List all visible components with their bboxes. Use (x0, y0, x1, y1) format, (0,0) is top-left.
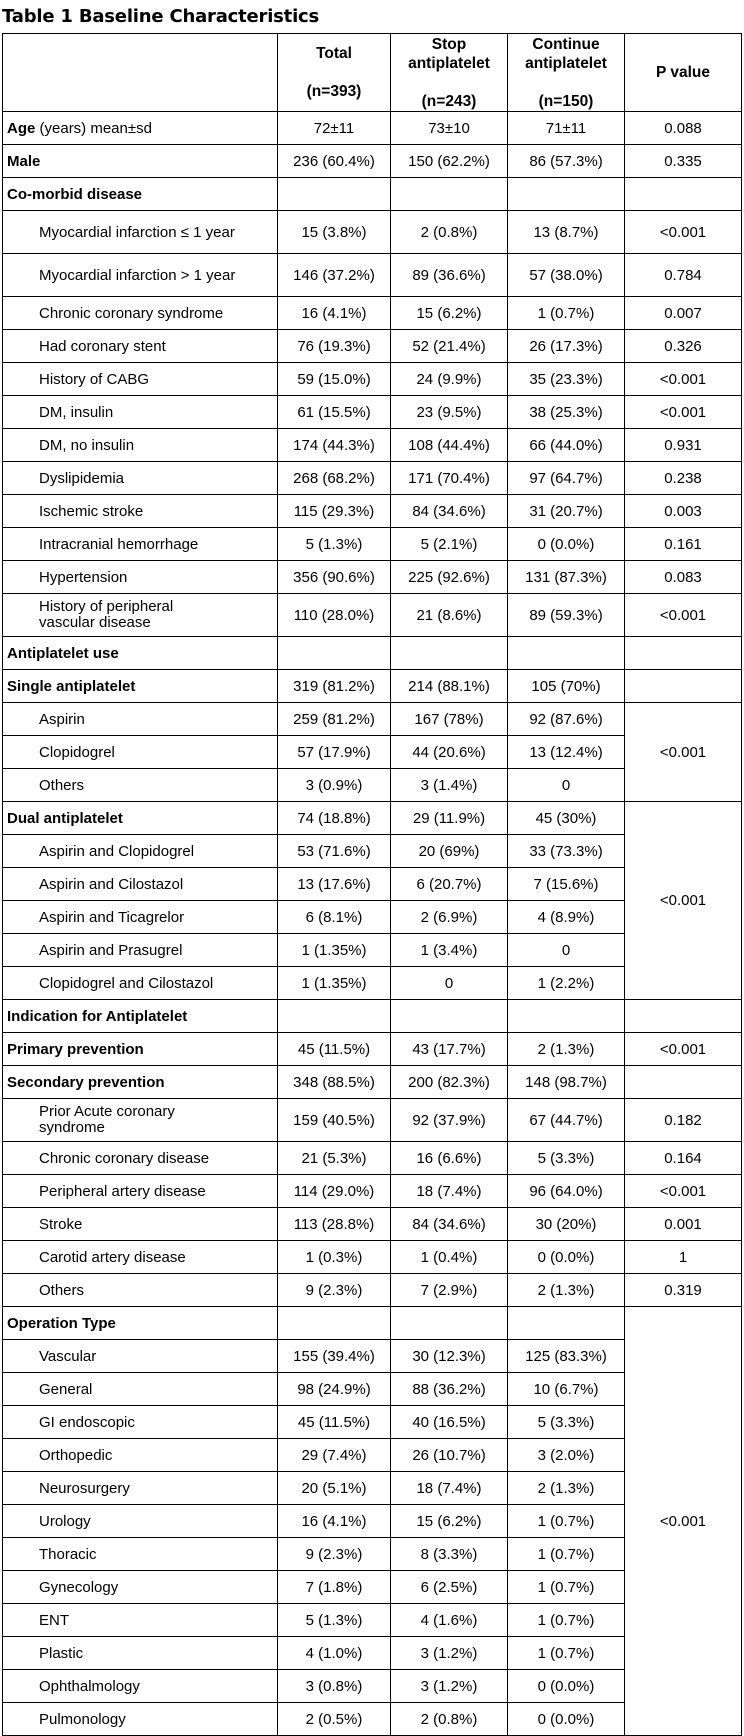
cell-total: 259 (81.2%) (278, 703, 391, 736)
empty-cell (391, 1307, 508, 1340)
cell-stop: 7 (2.9%) (391, 1274, 508, 1307)
cell-total: 16 (4.1%) (278, 297, 391, 330)
cell-total: 268 (68.2%) (278, 462, 391, 495)
cell-stop: 18 (7.4%) (391, 1472, 508, 1505)
row-label-pvd (3, 594, 278, 637)
acs-label-line-1: Prior Acute coronary (39, 1103, 175, 1120)
cell-p-value: 0.003 (625, 495, 742, 528)
cell-total: 21 (5.3%) (278, 1142, 391, 1175)
cell-stop: 1 (0.4%) (391, 1241, 508, 1274)
cell-stop: 92 (37.9%) (391, 1099, 508, 1142)
cell-continue: 0 (0.0%) (508, 528, 625, 561)
cell-p-value: 0.784 (625, 254, 742, 297)
cell-total: 9 (2.3%) (278, 1538, 391, 1571)
cell-continue: 1 (0.7%) (508, 1505, 625, 1538)
row-label: Plastic (3, 1637, 278, 1670)
cell-total: 57 (17.9%) (278, 736, 391, 769)
cell-stop: 23 (9.5%) (391, 396, 508, 429)
header-continue-label-1: Continue (532, 35, 600, 53)
row-label-single-antiplatelet: Single antiplatelet (3, 670, 278, 703)
row-label-dual-antiplatelet: Dual antiplatelet (3, 802, 278, 835)
row-label-age (3, 112, 278, 145)
table-title: Table 1 Baseline Characteristics (2, 6, 320, 27)
empty-cell (278, 637, 391, 670)
cell-stop: 16 (6.6%) (391, 1142, 508, 1175)
cell-total: 236 (60.4%) (278, 145, 391, 178)
cell-continue: 1 (0.7%) (508, 1538, 625, 1571)
cell-p-value: 0.326 (625, 330, 742, 363)
row-label: History of CABG (3, 363, 278, 396)
cell-stop: 2 (0.8%) (391, 211, 508, 254)
row-label-male: Male (3, 145, 278, 178)
cell-continue: 45 (30%) (508, 802, 625, 835)
cell-total: 3 (0.9%) (278, 769, 391, 802)
table-row (3, 363, 742, 396)
table-row (3, 211, 742, 254)
cell-stop: 150 (62.2%) (391, 145, 508, 178)
table-row (3, 297, 742, 330)
row-label-acs (3, 1099, 278, 1142)
table-row (3, 330, 742, 363)
row-label: Thoracic (3, 1538, 278, 1571)
cell-total: 74 (18.8%) (278, 802, 391, 835)
row-label: Chronic coronary disease (3, 1142, 278, 1175)
pvd-label-line-2: vascular disease (39, 614, 151, 631)
row-label: Carotid artery disease (3, 1241, 278, 1274)
cell-continue: 30 (20%) (508, 1208, 625, 1241)
cell-continue: 97 (64.7%) (508, 462, 625, 495)
cell-stop: 6 (20.7%) (391, 868, 508, 901)
cell-continue: 5 (3.3%) (508, 1406, 625, 1439)
table-row (3, 145, 742, 178)
row-label: GI endoscopic (3, 1406, 278, 1439)
cell-total: 356 (90.6%) (278, 561, 391, 594)
cell-continue: 0 (508, 769, 625, 802)
section-heading-antiplatelet-use: Antiplatelet use (3, 637, 278, 670)
cell-total: 45 (11.5%) (278, 1033, 391, 1066)
baseline-characteristics-table (2, 33, 742, 1736)
header-p-value: P value (625, 34, 742, 112)
cell-p-value-merged: <0.001 (625, 802, 742, 1000)
cell-continue: 0 (0.0%) (508, 1241, 625, 1274)
cell-stop: 52 (21.4%) (391, 330, 508, 363)
table-row (3, 703, 742, 736)
cell-stop: 84 (34.6%) (391, 1208, 508, 1241)
empty-cell (278, 178, 391, 211)
cell-total: 146 (37.2%) (278, 254, 391, 297)
row-label: DM, no insulin (3, 429, 278, 462)
row-label: Aspirin (3, 703, 278, 736)
header-total-n: (n=393) (306, 83, 362, 100)
table-row (3, 1241, 742, 1274)
cell-total: 72±11 (278, 112, 391, 145)
table-row (3, 802, 742, 835)
header-stop (391, 34, 508, 112)
header-continue-label-2: antiplatelet (525, 54, 607, 72)
row-label: Had coronary stent (3, 330, 278, 363)
empty-cell (625, 178, 742, 211)
table-row (3, 1142, 742, 1175)
section-heading-row (3, 178, 742, 211)
cell-continue: 66 (44.0%) (508, 429, 625, 462)
cell-continue: 2 (1.3%) (508, 1033, 625, 1066)
cell-total: 53 (71.6%) (278, 835, 391, 868)
cell-total: 115 (29.3%) (278, 495, 391, 528)
cell-stop: 84 (34.6%) (391, 495, 508, 528)
empty-cell (278, 1000, 391, 1033)
cell-p-value-merged: <0.001 (625, 703, 742, 802)
cell-continue: 1 (0.7%) (508, 297, 625, 330)
cell-stop: 15 (6.2%) (391, 297, 508, 330)
cell-total: 6 (8.1%) (278, 901, 391, 934)
cell-continue: 105 (70%) (508, 670, 625, 703)
cell-total: 348 (88.5%) (278, 1066, 391, 1099)
row-label: Others (3, 769, 278, 802)
table-row (3, 462, 742, 495)
cell-stop: 3 (1.2%) (391, 1637, 508, 1670)
cell-continue: 92 (87.6%) (508, 703, 625, 736)
cell-stop: 200 (82.3%) (391, 1066, 508, 1099)
table-row (3, 594, 742, 637)
cell-continue: 2 (1.3%) (508, 1274, 625, 1307)
table-row (3, 112, 742, 145)
table-row (3, 1274, 742, 1307)
row-label-secondary-prevention: Secondary prevention (3, 1066, 278, 1099)
cell-total: 9 (2.3%) (278, 1274, 391, 1307)
cell-p-value: 0.238 (625, 462, 742, 495)
cell-stop: 43 (17.7%) (391, 1033, 508, 1066)
cell-p-value: <0.001 (625, 594, 742, 637)
cell-p-value: 0.088 (625, 112, 742, 145)
row-label: General (3, 1373, 278, 1406)
cell-stop: 88 (36.2%) (391, 1373, 508, 1406)
cell-stop: 15 (6.2%) (391, 1505, 508, 1538)
cell-p-value: 0.335 (625, 145, 742, 178)
cell-stop: 6 (2.5%) (391, 1571, 508, 1604)
cell-total: 98 (24.9%) (278, 1373, 391, 1406)
cell-p-value: <0.001 (625, 211, 742, 254)
cell-total: 174 (44.3%) (278, 429, 391, 462)
header-stop-label-2: antiplatelet (408, 54, 490, 72)
cell-continue: 33 (73.3%) (508, 835, 625, 868)
cell-total: 3 (0.8%) (278, 1670, 391, 1703)
cell-total: 113 (28.8%) (278, 1208, 391, 1241)
header-total (278, 34, 391, 112)
row-label: Ophthalmology (3, 1670, 278, 1703)
table-row (3, 1033, 742, 1066)
cell-continue: 86 (57.3%) (508, 145, 625, 178)
cell-total: 76 (19.3%) (278, 330, 391, 363)
cell-continue: 10 (6.7%) (508, 1373, 625, 1406)
cell-p-value: 0.931 (625, 429, 742, 462)
cell-p-value: 0.001 (625, 1208, 742, 1241)
row-label: Others (3, 1274, 278, 1307)
cell-stop: 5 (2.1%) (391, 528, 508, 561)
cell-p-value (625, 1066, 742, 1099)
empty-cell (508, 178, 625, 211)
cell-p-value: 0.164 (625, 1142, 742, 1175)
section-heading-row (3, 1000, 742, 1033)
cell-stop: 26 (10.7%) (391, 1439, 508, 1472)
cell-stop: 20 (69%) (391, 835, 508, 868)
cell-continue: 96 (64.0%) (508, 1175, 625, 1208)
row-label: ENT (3, 1604, 278, 1637)
cell-continue: 2 (1.3%) (508, 1472, 625, 1505)
cell-stop: 18 (7.4%) (391, 1175, 508, 1208)
cell-continue: 26 (17.3%) (508, 330, 625, 363)
cell-total: 110 (28.0%) (278, 594, 391, 637)
cell-stop: 171 (70.4%) (391, 462, 508, 495)
cell-total: 29 (7.4%) (278, 1439, 391, 1472)
table-row (3, 1066, 742, 1099)
row-label: Gynecology (3, 1571, 278, 1604)
row-label: Clopidogrel (3, 736, 278, 769)
table-row (3, 1208, 742, 1241)
cell-stop: 44 (20.6%) (391, 736, 508, 769)
cell-continue: 89 (59.3%) (508, 594, 625, 637)
empty-cell (625, 1000, 742, 1033)
table-row (3, 254, 742, 297)
header-continue-n: (n=150) (538, 92, 594, 110)
cell-continue: 4 (8.9%) (508, 901, 625, 934)
cell-stop: 1 (3.4%) (391, 934, 508, 967)
row-label: Dyslipidemia (3, 462, 278, 495)
row-label: Hypertension (3, 561, 278, 594)
table-row (3, 670, 742, 703)
row-label: DM, insulin (3, 396, 278, 429)
cell-continue: 3 (2.0%) (508, 1439, 625, 1472)
row-label: Myocardial infarction > 1 year (3, 254, 278, 297)
age-label-rest: (years) mean±sd (35, 119, 152, 137)
cell-continue: 0 (0.0%) (508, 1670, 625, 1703)
cell-total: 15 (3.8%) (278, 211, 391, 254)
empty-cell (391, 178, 508, 211)
empty-cell (508, 1000, 625, 1033)
cell-total: 1 (1.35%) (278, 967, 391, 1000)
table-row (3, 1099, 742, 1142)
cell-total: 1 (0.3%) (278, 1241, 391, 1274)
cell-total: 45 (11.5%) (278, 1406, 391, 1439)
empty-cell (278, 1307, 391, 1340)
cell-total: 4 (1.0%) (278, 1637, 391, 1670)
cell-stop: 40 (16.5%) (391, 1406, 508, 1439)
cell-p-value-merged: <0.001 (625, 1307, 742, 1736)
cell-total: 20 (5.1%) (278, 1472, 391, 1505)
row-label: Urology (3, 1505, 278, 1538)
row-label: Myocardial infarction ≤ 1 year (3, 211, 278, 254)
cell-continue: 0 (0.0%) (508, 1703, 625, 1736)
cell-total: 1 (1.35%) (278, 934, 391, 967)
table-row (3, 495, 742, 528)
row-label-primary-prevention: Primary prevention (3, 1033, 278, 1066)
row-label: Aspirin and Ticagrelor (3, 901, 278, 934)
row-label: Aspirin and Prasugrel (3, 934, 278, 967)
header-blank-cell (3, 34, 278, 112)
empty-cell (625, 637, 742, 670)
cell-stop: 108 (44.4%) (391, 429, 508, 462)
cell-stop: 73±10 (391, 112, 508, 145)
header-stop-label-1: Stop (431, 35, 467, 53)
cell-stop: 4 (1.6%) (391, 1604, 508, 1637)
row-label: Neurosurgery (3, 1472, 278, 1505)
cell-p-value: <0.001 (625, 1033, 742, 1066)
header-continue (508, 34, 625, 112)
cell-continue: 5 (3.3%) (508, 1142, 625, 1175)
cell-continue: 38 (25.3%) (508, 396, 625, 429)
cell-continue: 1 (0.7%) (508, 1571, 625, 1604)
cell-p-value: 1 (625, 1241, 742, 1274)
cell-stop: 167 (78%) (391, 703, 508, 736)
row-label: Peripheral artery disease (3, 1175, 278, 1208)
cell-stop: 21 (8.6%) (391, 594, 508, 637)
row-label: Ischemic stroke (3, 495, 278, 528)
section-heading-operation-type: Operation Type (3, 1307, 278, 1340)
cell-stop: 2 (6.9%) (391, 901, 508, 934)
cell-stop: 0 (391, 967, 508, 1000)
cell-continue: 148 (98.7%) (508, 1066, 625, 1099)
cell-continue: 67 (44.7%) (508, 1099, 625, 1142)
table-row (3, 429, 742, 462)
cell-p-value: <0.001 (625, 396, 742, 429)
cell-total: 2 (0.5%) (278, 1703, 391, 1736)
empty-cell (391, 1000, 508, 1033)
cell-continue: 131 (87.3%) (508, 561, 625, 594)
cell-stop: 225 (92.6%) (391, 561, 508, 594)
cell-continue: 125 (83.3%) (508, 1340, 625, 1373)
header-total-label: Total (316, 45, 352, 62)
row-label: Stroke (3, 1208, 278, 1241)
header-row (3, 34, 742, 112)
cell-p-value: 0.083 (625, 561, 742, 594)
cell-stop: 2 (0.8%) (391, 1703, 508, 1736)
table-row (3, 1175, 742, 1208)
row-label: Aspirin and Cilostazol (3, 868, 278, 901)
cell-total: 159 (40.5%) (278, 1099, 391, 1142)
cell-continue: 71±11 (508, 112, 625, 145)
section-heading-row (3, 637, 742, 670)
cell-p-value: 0.319 (625, 1274, 742, 1307)
cell-continue: 13 (8.7%) (508, 211, 625, 254)
cell-stop: 30 (12.3%) (391, 1340, 508, 1373)
row-label: Chronic coronary syndrome (3, 297, 278, 330)
cell-total: 5 (1.3%) (278, 528, 391, 561)
cell-p-value (625, 670, 742, 703)
cell-stop: 29 (11.9%) (391, 802, 508, 835)
cell-total: 7 (1.8%) (278, 1571, 391, 1604)
cell-total: 155 (39.4%) (278, 1340, 391, 1373)
cell-total: 114 (29.0%) (278, 1175, 391, 1208)
row-label: Aspirin and Clopidogrel (3, 835, 278, 868)
table-row (3, 528, 742, 561)
cell-total: 61 (15.5%) (278, 396, 391, 429)
section-heading-indication: Indication for Antiplatelet (3, 1000, 278, 1033)
cell-total: 319 (81.2%) (278, 670, 391, 703)
table-row (3, 561, 742, 594)
cell-total: 13 (17.6%) (278, 868, 391, 901)
cell-continue: 57 (38.0%) (508, 254, 625, 297)
row-label: Clopidogrel and Cilostazol (3, 967, 278, 1000)
cell-continue: 1 (0.7%) (508, 1637, 625, 1670)
cell-continue: 0 (508, 934, 625, 967)
cell-continue: 35 (23.3%) (508, 363, 625, 396)
row-label: Orthopedic (3, 1439, 278, 1472)
cell-p-value: 0.182 (625, 1099, 742, 1142)
row-label: Pulmonology (3, 1703, 278, 1736)
acs-label-line-2: syndrome (39, 1119, 105, 1136)
row-label: Vascular (3, 1340, 278, 1373)
cell-stop: 3 (1.2%) (391, 1670, 508, 1703)
cell-total: 16 (4.1%) (278, 1505, 391, 1538)
cell-stop: 8 (3.3%) (391, 1538, 508, 1571)
table-row (3, 396, 742, 429)
empty-cell (391, 637, 508, 670)
header-stop-n: (n=243) (421, 92, 477, 110)
pvd-label-line-1: History of peripheral (39, 598, 174, 615)
cell-stop: 214 (88.1%) (391, 670, 508, 703)
age-label-bold: Age (7, 119, 36, 137)
cell-continue: 31 (20.7%) (508, 495, 625, 528)
cell-stop: 89 (36.6%) (391, 254, 508, 297)
section-heading-row (3, 1307, 742, 1340)
cell-p-value: 0.161 (625, 528, 742, 561)
cell-total: 5 (1.3%) (278, 1604, 391, 1637)
cell-continue: 7 (15.6%) (508, 868, 625, 901)
cell-total: 59 (15.0%) (278, 363, 391, 396)
cell-stop: 24 (9.9%) (391, 363, 508, 396)
cell-p-value: <0.001 (625, 1175, 742, 1208)
cell-continue: 13 (12.4%) (508, 736, 625, 769)
section-heading-comorbid: Co-morbid disease (3, 178, 278, 211)
empty-cell (508, 1307, 625, 1340)
cell-stop: 3 (1.4%) (391, 769, 508, 802)
cell-continue: 1 (0.7%) (508, 1604, 625, 1637)
row-label: Intracranial hemorrhage (3, 528, 278, 561)
cell-continue: 1 (2.2%) (508, 967, 625, 1000)
cell-p-value: <0.001 (625, 363, 742, 396)
empty-cell (508, 637, 625, 670)
cell-p-value: 0.007 (625, 297, 742, 330)
